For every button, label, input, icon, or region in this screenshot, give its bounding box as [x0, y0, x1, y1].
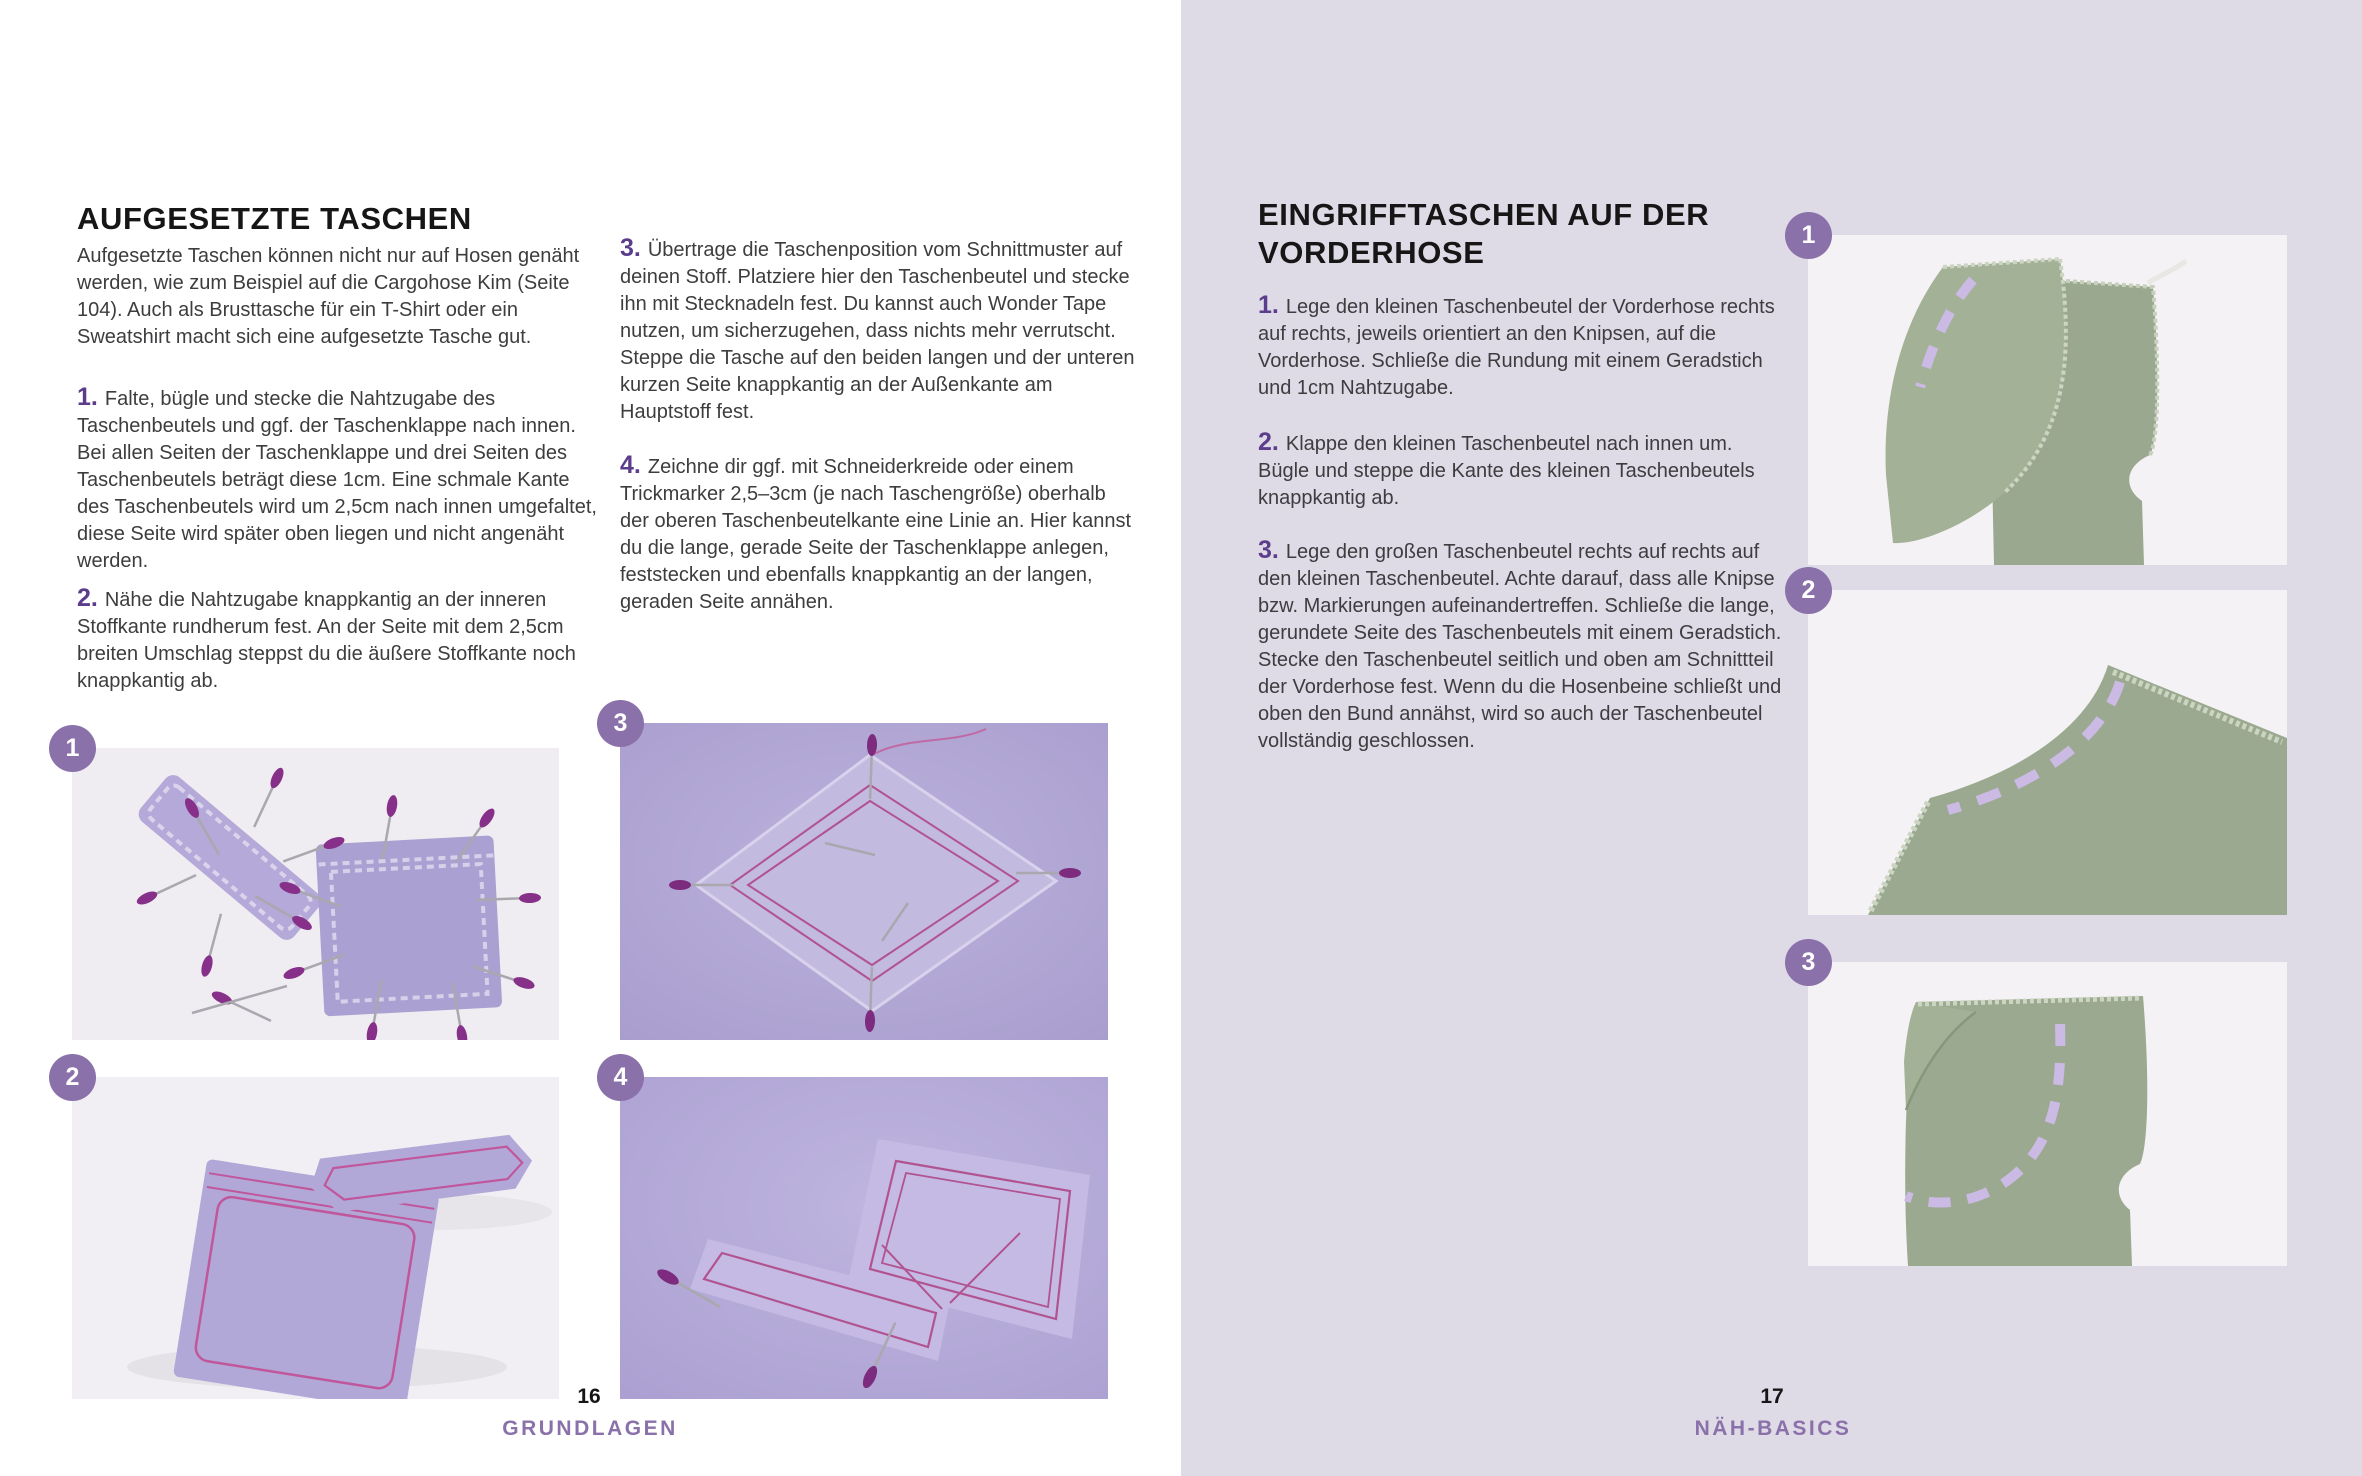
step-3 [1258, 537, 1790, 755]
step-4 [620, 452, 1140, 616]
step-1-number: 1. [77, 383, 98, 411]
step-3-number: 3. [620, 234, 641, 262]
step-3-number: 3. [1258, 536, 1279, 564]
page-title: AUFGESETZTE TASCHEN [77, 201, 472, 236]
step-4-number: 4. [620, 451, 641, 479]
step-2-text: Nähe die Nahtzugabe knappkantig an der inneren Stoffkante rundherum fest. An der Seite mit dem 2,5cm breiten Umschlag steppst du die äußere Stoffkante noch knappkantig ab. [77, 589, 576, 692]
photo-3-illustration [620, 723, 1108, 1040]
step-1-text: Lege den kleinen Taschenbeutel der Vorderhose rechts auf rechts, jeweils orientiert an den Knipsen, auf die Vorderhose. Schließe die Rundung mit einem Geradstich und 1cm Nahtzugabe. [1258, 296, 1775, 399]
photo-r1-illustration [1808, 235, 2287, 565]
step-1-number: 1. [1258, 291, 1279, 319]
photo-pocket-pinned-on-fabric [613, 709, 1108, 1040]
page-number: 17 [1760, 1385, 1784, 1408]
step-1-text: Falte, bügle und stecke die Nahtzugabe des Taschenbeutels und ggf. der Taschenklappe nach innen. Bei allen Seiten der Taschenklappe und drei Seiten des Taschenbeutels beträgt diese 1cm. Eine schmale Kante des Taschenbeutels wird um 2,5cm nach innen umgefaltet, diese Seite wird später oben liegen und nicht angenäht werden. [77, 388, 597, 572]
photo-pinned-pocket-pieces [65, 734, 559, 1040]
page-right [1181, 0, 2362, 1476]
chapter-footer: GRUNDLAGEN [502, 1417, 678, 1440]
photo-number-badge: 1 [1785, 212, 1832, 259]
step-3-text: Lege den großen Taschenbeutel rechts auf rechts auf den kleinen Taschenbeutel. Achte darauf, dass alle Knipse bzw. Markierungen aufeinandertreffen. Schließe die lange, gerundete Seite des Taschenbeutels mit einem Geradstich. Stecke den Taschenbeutel seitlich und oben am Schnittteil der Vorderhose fest. Wenn du die Hosenbeine schließt und oben den Bund annähst, wird so auch der Taschenbeutel vollständig geschlossen. [1258, 541, 1782, 752]
photo-2-illustration [72, 1077, 559, 1399]
step-4-text: Zeichne dir ggf. mit Schneiderkreide oder einem Trickmarker 2,5–3cm (je nach Taschengröße) oberhalb der oberen Taschenbeutelkante eine Linie an. Hier kannst du die lange, gerade Seite der Taschenklappe anlegen, feststecken und ebenfalls knappkantig an der langen, geraden Seite annähen. [620, 456, 1132, 613]
photo-small-pocket-bag-on-front [1801, 221, 2287, 565]
page-number: 16 [577, 1385, 601, 1408]
photo-finished-pocket-and-flap [65, 1063, 559, 1399]
intro-paragraph: Aufgesetzte Taschen können nicht nur auf Hosen genäht werden, wie zum Beispiel auf die Cargohose Kim (Seite 104). Auch als Brusttasche für ein T-Shirt oder ein Sweatshirt macht sich eine aufgesetzte Tasche gut. [77, 245, 580, 348]
step-2-number: 2. [77, 584, 98, 612]
step-1 [77, 384, 597, 575]
step-2-text: Klappe den kleinen Taschenbeutel nach innen um. Bügle und steppe die Kante des kleinen Taschenbeutels knappkantig ab. [1258, 433, 1755, 509]
step-1 [1258, 292, 1788, 402]
step-2 [77, 585, 587, 695]
photo-r3-illustration [1808, 962, 2287, 1266]
photo-number-badge: 2 [49, 1054, 96, 1101]
step-2-number: 2. [1258, 428, 1279, 456]
photo-number-badge: 3 [1785, 939, 1832, 986]
photo-number-badge: 1 [49, 725, 96, 772]
photo-4-illustration [620, 1077, 1108, 1399]
step-3 [620, 235, 1140, 426]
photo-folded-pocket-edge [1801, 576, 2287, 915]
step-3-text: Übertrage die Taschenposition vom Schnittmuster auf deinen Stoff. Platziere hier den Taschenbeutel und stecke ihn mit Stecknadeln fest. Du kannst auch Wonder Tape nutzen, um sicherzugehen, dass nichts mehr verrutscht. Steppe die Tasche auf den beiden langen und der unteren kurzen Seite knappkantig an der Außenkante am Hauptstoff fest. [620, 239, 1135, 423]
photo-r2-illustration [1808, 590, 2287, 915]
photo-number-badge: 2 [1785, 567, 1832, 614]
step-2 [1258, 429, 1788, 512]
chapter-footer: NÄH-BASICS [1694, 1417, 1852, 1440]
photo-flap-pinned-on-pocket [613, 1063, 1108, 1399]
photo-number-badge: 4 [597, 1054, 644, 1101]
photo-large-pocket-bag-outline [1801, 948, 2287, 1266]
photo-number-badge: 3 [597, 700, 644, 747]
photo-1-illustration [72, 748, 559, 1040]
page-title: EINGRIFFTASCHEN AUF DER VORDERHOSE [1258, 197, 1710, 270]
